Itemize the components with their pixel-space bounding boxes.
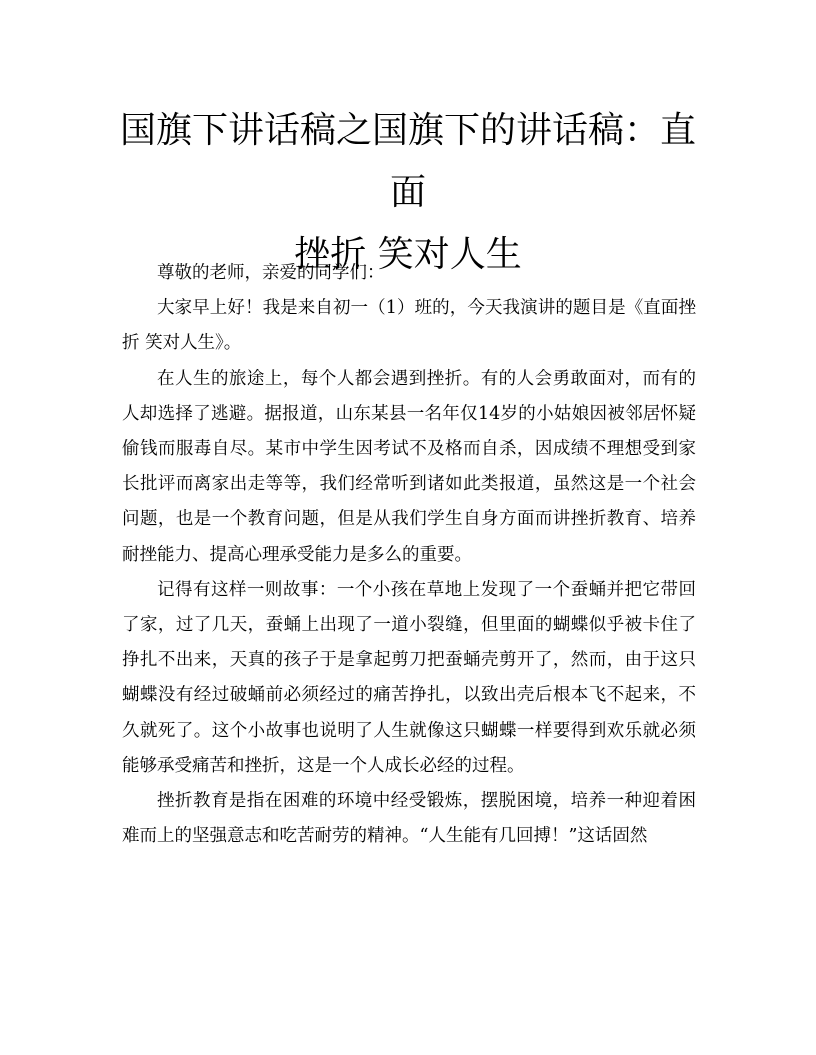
paragraph-intro: 大家早上好！我是来自初一（1）班的，今天我演讲的题目是《直面挫折 笑对人生》。 [122,298,696,354]
title-line-1: 国旗下讲话稿之国旗下的讲话稿：直面 [119,110,696,213]
title-line-2: 挫折 笑对人生 [294,234,522,275]
paragraph-butterfly-story: 记得有这样一则故事：一个小孩在草地上发现了一个蚕蛹并把它带回了家，过了几天，蚕蛹上出现了一道小裂缝，但里面的蝴蝶似乎被卡住了挣扎不出来，天真的孩子于是拿起剪刀把蚕蛹壳剪开了，然而，由于这只蝴蝶没有经过破蛹前必须经过的痛苦挣扎，以致出壳后根本飞不起来，不久就死了。这个小故事也说明了人生就像这只蝴蝶一样要得到欢乐就必须能够承受痛苦和挫折，这是一个人成长必经的过程。 [122,579,696,776]
paragraph-setbacks: 在人生的旅途上，每个人都会遇到挫折。有的人会勇敢面对，而有的人却选择了逃避。据报道，山东某县一名年仅14岁的小姑娘因被邻居怀疑偷钱而服毒自尽。某市中学生因考试不及格而自杀，因成绩不理想受到家长批评而离家出走等等，我们经常听到诸如此类报道，虽然这是一个社会问题，也是一个教育问题，但是从我们学生自身方面而讲挫折教育、培养耐挫能力、提高心理承受能力是多么的重要。 [122,368,696,565]
document-body [122,256,696,854]
paragraph-frustration-education: 挫折教育是指在困难的环境中经受锻炼，摆脱困境，培养一种迎着困难而上的坚强意志和吃苦耐劳的精神。“人生能有几回搏！”这话固然 [122,791,696,847]
paragraph-greeting: 尊敬的老师，亲爱的同学们： [157,263,385,283]
